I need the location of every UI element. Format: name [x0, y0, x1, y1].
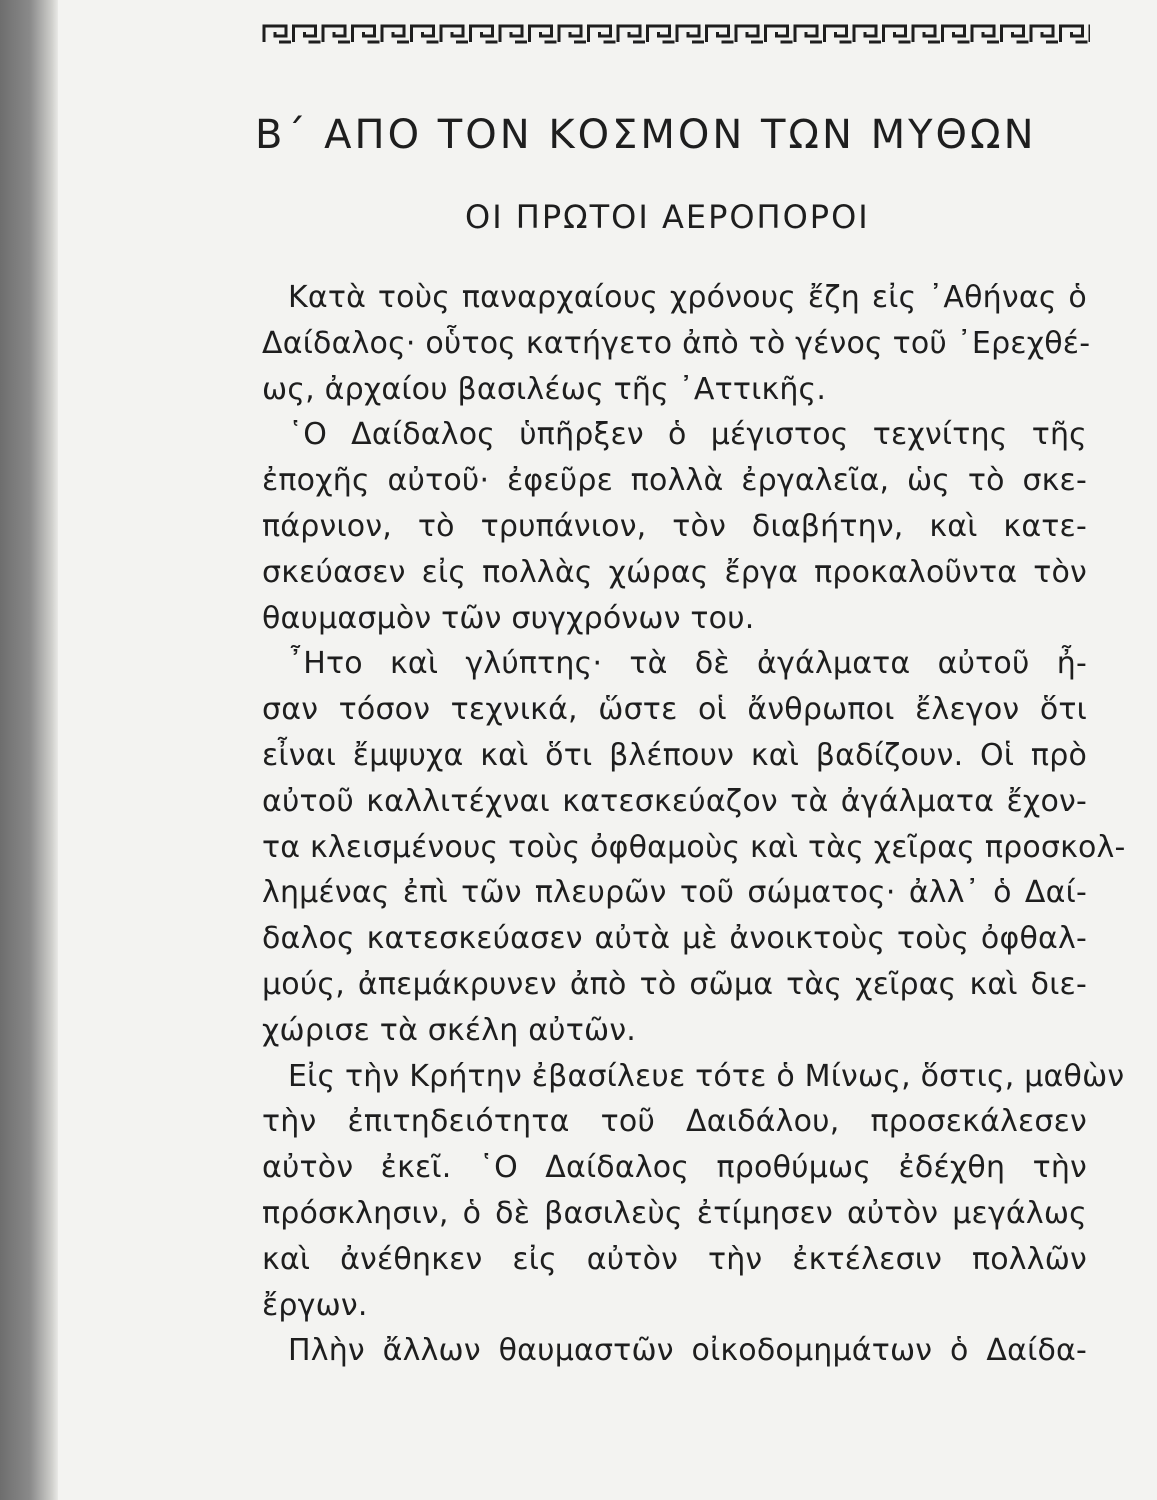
book-spine-shadow — [0, 0, 58, 1500]
greek-key-border — [262, 20, 1090, 46]
text-line: ῏Ητο καὶ γλύπτης· τὰ δὲ ἀγάλματα αὐτοῦ ἦ- — [288, 646, 1087, 682]
text-line: Εἰς τὴν Κρήτην ἐβασίλευε τότε ὁ Μίνως, ὅστις, μαθὼν — [288, 1058, 1125, 1094]
text-line: δαλος κατεσκεύασεν αὐτὰ μὲ ἀνοικτοὺς τοὺς ὀφθαλ- — [262, 921, 1087, 957]
text-line: χώρισε τὰ σκέλη αὐτῶν. — [262, 1012, 637, 1048]
text-line: τὴν ἐπιτηδειότητα τοῦ Δαιδάλου, προσεκάλεσεν — [262, 1104, 1087, 1140]
body-text — [262, 275, 1126, 1374]
chapter-title: Β΄ ΑΠΟ ΤΟΝ ΚΟΣΜΟΝ ΤΩΝ ΜΥΘΩΝ — [255, 112, 1037, 158]
text-line: ἔργων. — [262, 1287, 368, 1323]
text-line: πρόσκλησιν, ὁ δὲ βασιλεὺς ἐτίμησεν αὐτὸν μεγάλως — [262, 1195, 1087, 1231]
text-line: ως, ἀρχαίου βασιλέως τῆς ᾿Αττικῆς. — [262, 371, 827, 407]
text-line: Κατὰ τοὺς παναρχαίους χρόνους ἔζη εἰς ᾿Αθήνας ὁ — [288, 280, 1087, 315]
text-line: σαν τόσον τεχνικά, ὥστε οἱ ἄνθρωποι ἔλεγον ὅτι — [262, 692, 1087, 728]
text-line: αὐτοῦ καλλιτέχναι κατεσκεύαζον τὰ ἀγάλματα ἔχον- — [262, 783, 1087, 819]
text-line: λημένας ἐπὶ τῶν πλευρῶν τοῦ σώματος· ἀλλ᾿ ὁ Δαί- — [262, 875, 1087, 911]
text-line: θαυμασμὸν τῶν συγχρόνων του. — [262, 600, 755, 636]
text-line: μούς, ἀπεμάκρυνεν ἀπὸ τὸ σῶμα τὰς χεῖρας καὶ διε- — [262, 966, 1087, 1002]
text-line: εἶναι ἔμψυχα καὶ ὅτι βλέπουν καὶ βαδίζουν. Οἱ πρὸ — [262, 737, 1087, 773]
text-line: τα κλεισμένους τοὺς ὀφθαμοὺς καὶ τὰς χεῖρας προσκολ- — [262, 829, 1126, 865]
section-title: ΟΙ ΠΡΩΤΟΙ ΑΕΡΟΠΟΡΟΙ — [465, 198, 870, 236]
text-line: ῾Ο Δαίδαλος ὑπῆρξεν ὁ μέγιστος τεχνίτης τῆς — [288, 417, 1087, 453]
text-line: Δαίδαλος· οὗτος κατήγετο ἀπὸ τὸ γένος τοῦ ᾿Ερεχθέ- — [262, 325, 1091, 361]
text-line: Πλὴν ἄλλων θαυμαστῶν οἰκοδομημάτων ὁ Δαίδα- — [288, 1333, 1087, 1369]
text-line: ἐποχῆς αὐτοῦ· ἐφεῦρε πολλὰ ἐργαλεῖα, ὡς τὸ σκε- — [262, 463, 1087, 499]
text-line: σκεύασεν εἰς πολλὰς χώρας ἔργα προκαλοῦντα τὸν — [262, 554, 1087, 590]
text-line: αὐτὸν ἐκεῖ. ῾Ο Δαίδαλος προθύμως ἐδέχθη τὴν — [262, 1150, 1087, 1186]
text-line: πάρνιον, τὸ τρυπάνιον, τὸν διαβήτην, καὶ κατε- — [262, 508, 1087, 544]
text-line: καὶ ἀνέθηκεν εἰς αὐτὸν τὴν ἐκτέλεσιν πολλῶν — [262, 1241, 1087, 1277]
